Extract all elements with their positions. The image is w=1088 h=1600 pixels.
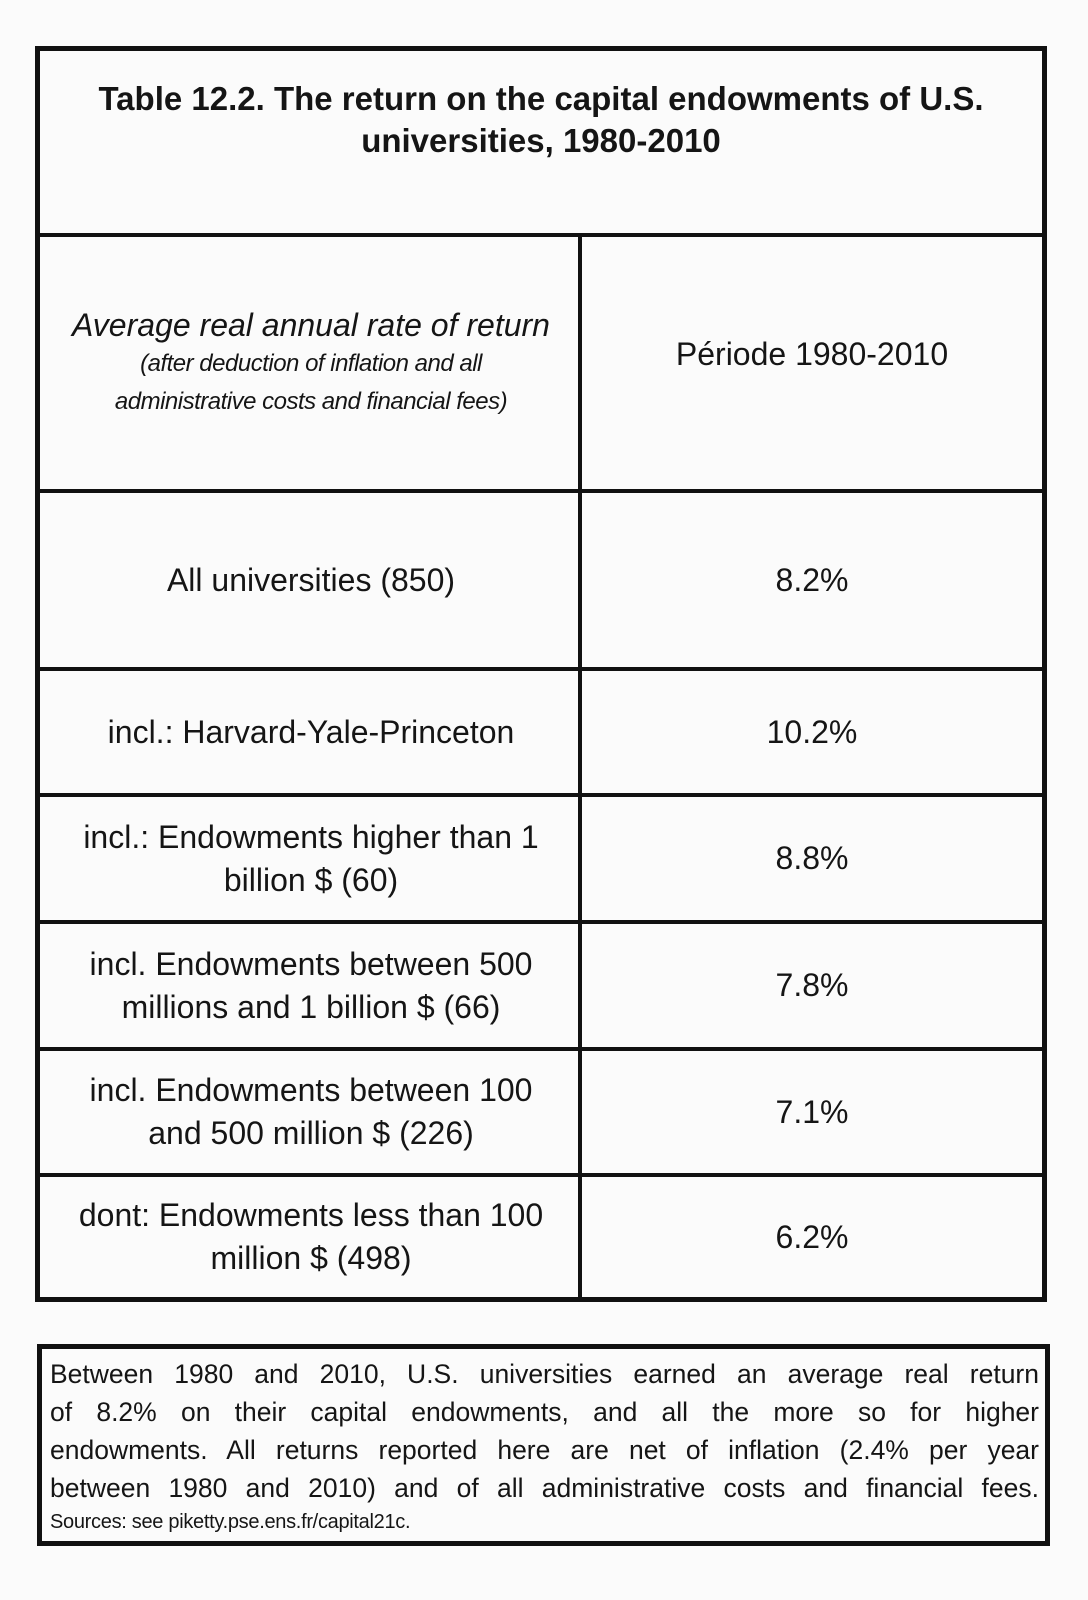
row-value: 10.2% xyxy=(766,713,858,750)
row-value-cell xyxy=(582,1177,1042,1297)
note-line3: endowments. All returns reported here are net of inflation (2.4% per year xyxy=(50,1435,1039,1465)
row-label-line2: millions and 1 billion $ (66) xyxy=(121,988,501,1025)
note-line2: of 8.2% on their capital endowments, and all the more so for higher xyxy=(50,1397,1039,1427)
note-text xyxy=(50,1355,1039,1507)
row-value: 8.8% xyxy=(775,840,849,876)
table-title-line1: Table 12.2. The return on the capital endowments of U.S. xyxy=(98,80,984,117)
row-value-cell xyxy=(582,671,1042,793)
row-label-cell xyxy=(44,797,578,920)
table-row xyxy=(40,671,1042,797)
returns-table xyxy=(35,46,1047,1302)
row-value: 8.2% xyxy=(775,561,849,598)
header-period-cell xyxy=(582,237,1042,489)
row-value-cell xyxy=(582,924,1042,1047)
row-label-cell xyxy=(44,924,578,1047)
header-rate-cell xyxy=(44,237,578,489)
row-label-line1: incl.: Endowments higher than 1 xyxy=(83,818,539,855)
table-header-row xyxy=(40,237,1042,493)
note-box xyxy=(37,1344,1050,1546)
note-line1: Between 1980 and 2010, U.S. universities earned an average real return xyxy=(50,1359,1039,1389)
row-label-line2: million $ (498) xyxy=(210,1240,412,1276)
row-value-cell xyxy=(582,1051,1042,1173)
row-label-line2: billion $ (60) xyxy=(223,861,399,898)
row-value-cell xyxy=(582,493,1042,667)
row-value: 7.1% xyxy=(775,1093,849,1130)
row-label-cell xyxy=(44,493,578,667)
table-row xyxy=(40,1177,1042,1297)
row-label-line1: dont: Endowments less than 100 xyxy=(78,1197,544,1233)
row-label-line1: All universities (850) xyxy=(166,561,456,598)
header-rate-note-line2: administrative costs and financial fees) xyxy=(114,388,508,415)
row-label-cell xyxy=(44,1051,578,1173)
row-label-cell xyxy=(44,671,578,793)
row-label-line1: incl. Endowments between 100 xyxy=(89,1072,533,1108)
row-label-line1: incl.: Harvard-Yale-Princeton xyxy=(107,713,515,750)
row-label-line1: incl. Endowments between 500 xyxy=(89,945,533,982)
header-rate-note-line1: (after deduction of inflation and all xyxy=(140,350,482,377)
header-period-label: Période 1980-2010 xyxy=(675,336,949,372)
table-row xyxy=(40,1051,1042,1177)
source-note: Sources: see piketty.pse.ens.fr/capital21c. xyxy=(50,1511,411,1533)
row-label-cell xyxy=(44,1177,578,1297)
note-line4: between 1980 and 2010) and of all administrative costs and financial fees. xyxy=(50,1473,1039,1503)
table-row xyxy=(40,797,1042,924)
table-title xyxy=(40,51,1042,237)
header-rate-label: Average real annual rate of return xyxy=(72,307,550,343)
row-value: 6.2% xyxy=(775,1218,849,1255)
row-label-line2: and 500 million $ (226) xyxy=(148,1115,474,1151)
row-value: 7.8% xyxy=(775,967,849,1003)
table-title-line2: universities, 1980-2010 xyxy=(361,122,721,159)
table-row xyxy=(40,493,1042,671)
table-row xyxy=(40,924,1042,1051)
row-value-cell xyxy=(582,797,1042,920)
